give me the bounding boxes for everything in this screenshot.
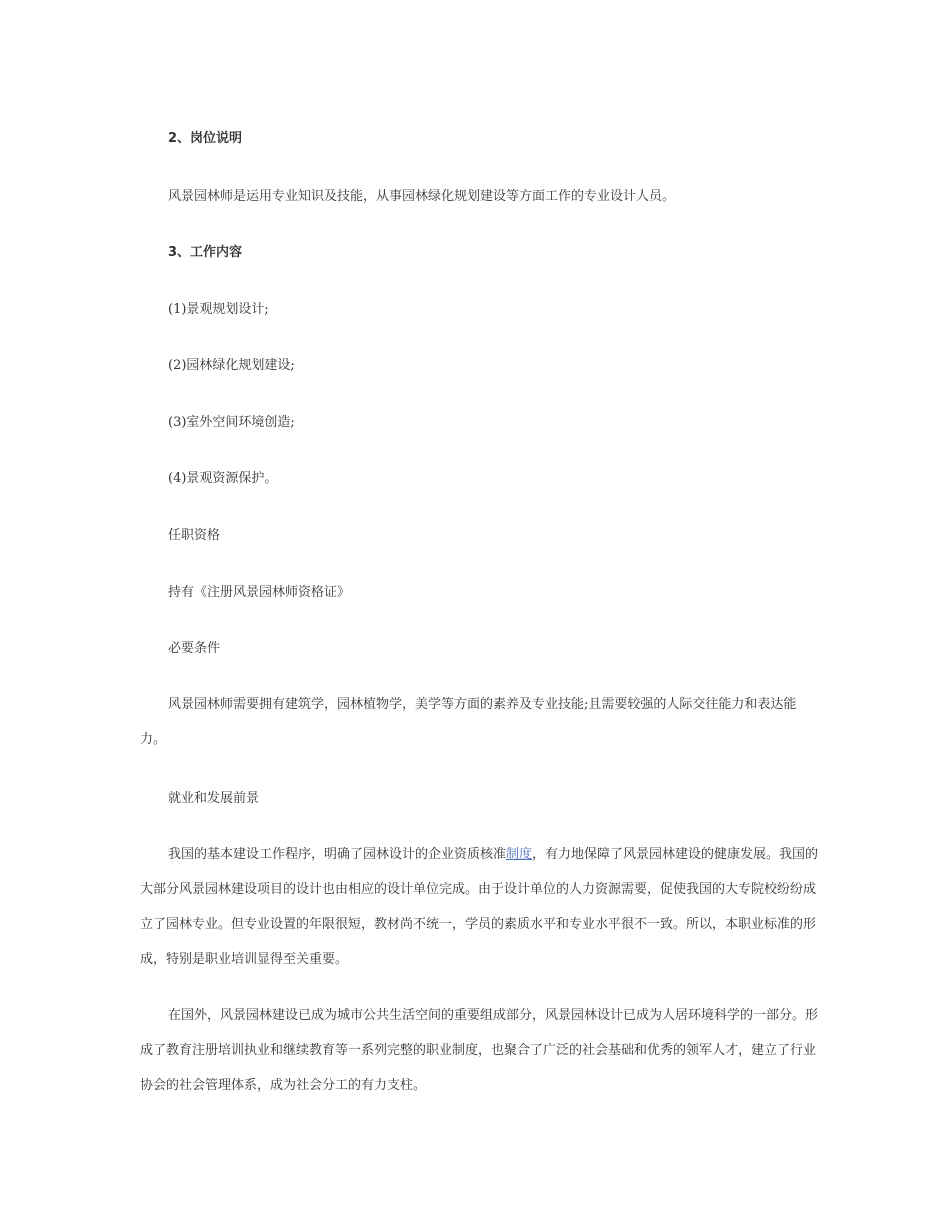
prospects-p1-end: ，有力地保障了风景园林建设的健康发展。我国的大部分风景园林建设项目的设计也由相应的设计单位完成。由于设计单位的人力资源需要，促使我国的大专院校纷纷成立了园林专业。但专业设置的年限很短，教材尚不统一，学员的素质水平和专业水平很不一致。所以，本职业标准的形成，特别是职业培训显得至关重要。 bbox=[140, 847, 819, 967]
job-description-text: 风景园林师是运用专业知识及技能，从事园林绿化规划建设等方面工作的专业设计人员。 bbox=[168, 189, 676, 204]
work-item-1: (1)景观规划设计; bbox=[168, 302, 269, 317]
prospects-title: 就业和发展前景 bbox=[168, 791, 260, 806]
qualification-text: 持有《注册风景园林师资格证》 bbox=[168, 585, 351, 600]
requirements-text: 风景园林师需要拥有建筑学，园林植物学，美学等方面的素养及专业技能;且需要较强的人际交往能力和表达能力。 bbox=[140, 697, 797, 747]
heading-work-content: 3、工作内容 bbox=[168, 245, 243, 260]
prospects-p1-start: 我国的基本建设工作程序，明确了园林设计的企业资质核准 bbox=[168, 847, 507, 862]
work-item-3: (3)室外空间环境创造; bbox=[168, 415, 295, 430]
prospects-paragraph-2: 在国外，风景园林建设已成为城市公共生活空间的重要组成部分，风景园林设计已成为人居环境科学的一部分。形成了教育注册培训执业和继续教育等一系列完整的职业制度，也聚合了广泛的社会基础和优秀的领军人才，建立了行业协会的社会管理体系，成为社会分工的有力支柱。 bbox=[140, 1008, 819, 1093]
qualification-title: 任职资格 bbox=[168, 528, 221, 543]
prospects-paragraph-1 bbox=[140, 837, 820, 977]
work-item-4: (4)景观资源保护。 bbox=[168, 471, 278, 486]
work-item-2: (2)园林绿化规划建设; bbox=[168, 358, 295, 373]
heading-job-description: 2、岗位说明 bbox=[168, 131, 243, 146]
requirements-title: 必要条件 bbox=[168, 641, 221, 656]
system-link[interactable]: 制度 bbox=[506, 847, 533, 862]
